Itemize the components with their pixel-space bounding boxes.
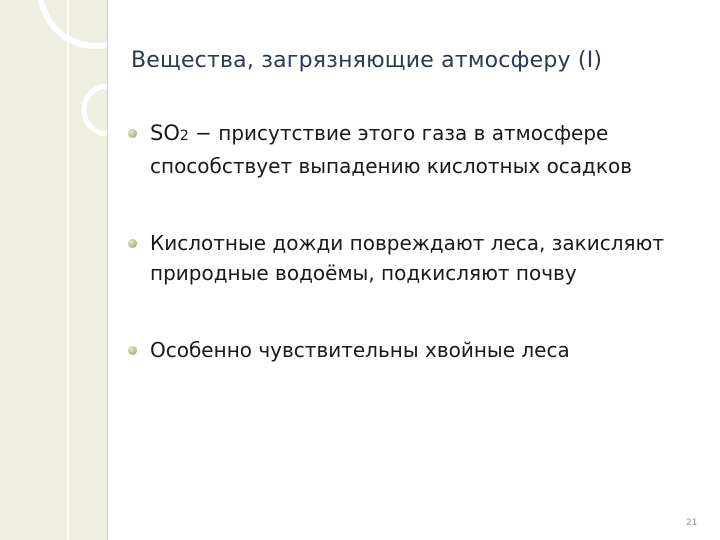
bullet-text: Особенно чувствительны хвойные леса: [150, 338, 570, 362]
decorative-side-panel: [0, 0, 107, 540]
bullet-text: Кислотные дожди повреждают леса, закисляют природные водоёмы, подкисляют почву: [150, 231, 665, 285]
bullet-icon: [128, 346, 137, 355]
bullet-icon: [128, 239, 137, 248]
bullet-icon: [128, 129, 137, 138]
decorative-rings-graphic: [0, 0, 107, 540]
top-ring-shape: [40, 0, 107, 46]
formula-subscript: 2: [179, 128, 189, 144]
formula-text: SO: [150, 121, 180, 145]
middle-ring-shape: [84, 86, 107, 134]
slide-title: Вещества, загрязняющие атмосферу (I): [131, 48, 603, 73]
bullet-item: [128, 335, 703, 365]
bullet-list: [128, 118, 703, 365]
bullet-item: [128, 228, 703, 288]
bullet-text: − присутствие этого газа в атмосфере способствует выпадению кислотных осадков: [150, 121, 632, 178]
bullet-item: [128, 118, 703, 181]
page-number: 21: [686, 518, 698, 528]
panel-divider: [107, 0, 108, 540]
